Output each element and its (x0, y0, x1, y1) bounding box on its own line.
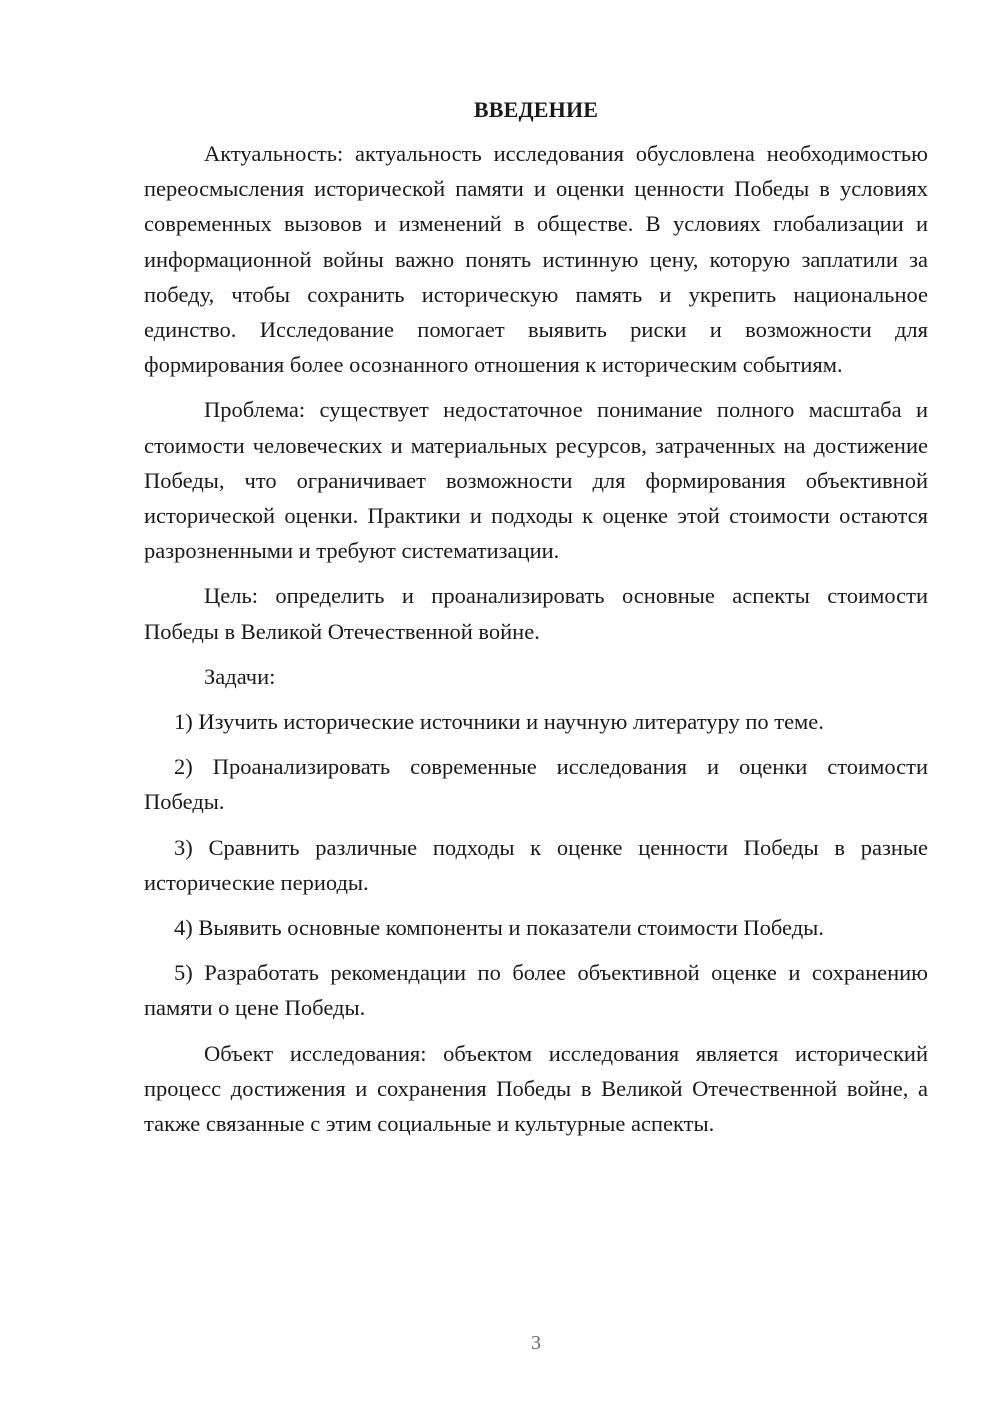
section-heading: ВВЕДЕНИЕ (473, 97, 599, 122)
task-item: 2) Проанализировать современные исследования и оценки стоимости Победы. (144, 754, 928, 815)
task-item: 3) Сравнить различные подходы к оценке ценности Победы в разные исторические периоды. (144, 834, 928, 895)
page-number: 3 (531, 1332, 541, 1354)
tasks-label: Задачи: (204, 663, 276, 689)
task-item: 4) Выявить основные компоненты и показатели стоимости Победы. (174, 915, 824, 941)
document-page (144, 92, 928, 1141)
task-item: 1) Изучить исторические источники и научную литературу по теме. (174, 709, 824, 735)
object-paragraph: Объект исследования: объектом исследования является исторический процесс достижения и сохранения Победы в Великой Отечественной войне, а также связанные с этим социальные и культурные аспекты. (144, 1040, 928, 1137)
relevance-paragraph: Актуальность: актуальность исследования обусловлена необходимостью переосмысления исторической памяти и оценки ценности Победы в условиях современных вызовов и изменений в обществе. В условиях глобализации и информационной войны важно понять истинную цену, которую заплатили за победу, чтобы сохранить историческую память и укрепить национальное единство. Исследование помогает выявить риски и возможности для формирования более осознанного отношения к историческим событиям. (144, 141, 928, 378)
task-item: 5) Разработать рекомендации по более объективной оценке и сохранению памяти о цене Победы. (144, 960, 928, 1021)
goal-paragraph: Цель: определить и проанализировать основные аспекты стоимости Победы в Великой Отечественной войне. (144, 583, 928, 644)
problem-paragraph: Проблема: существует недостаточное понимание полного масштаба и стоимости человеческих и материальных ресурсов, затраченных на достижение Победы, что ограничивает возможности для формирования объективной исторической оценки. Практики и подходы к оценке этой стоимости остаются разрозненными и требуют систематизации. (144, 397, 928, 564)
